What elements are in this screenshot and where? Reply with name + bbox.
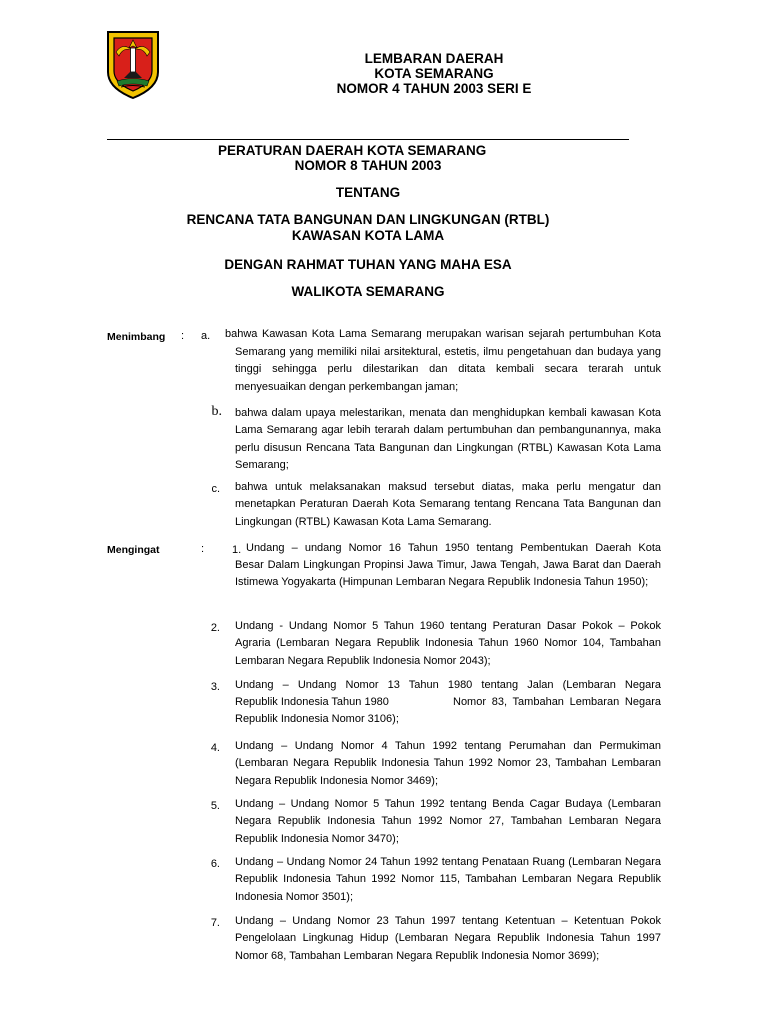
mengingat-label: Mengingat: [107, 544, 160, 556]
mengingat-marker-4: 4.: [210, 742, 220, 754]
tentang-heading: TENTANG: [335, 185, 401, 200]
menimbang-a-first-line: bahwa Kawasan Kota Lama Semarang merupakan warisan sejarah pertumbuhan Kota: [225, 328, 661, 340]
header-divider: [107, 139, 629, 140]
mengingat-7-text: Undang – Undang Nomor 23 Tahun 1997 tentang Ketentuan – Ketentuan Pokok Pengelolaan Lingkunag Hidup (Lembaran Negara Republik Indonesia Tahun 1997 Nomor 68, Tambahan Lembaran Negara Republik Indonesia Nomor 3699);: [235, 915, 661, 962]
subject-line-2: KAWASAN KOTA LAMA: [291, 228, 445, 243]
mengingat-4-text: Undang – Undang Nomor 4 Tahun 1992 tentang Perumahan dan Permukiman (Lembaran Negara Republik Indonesia Tahun 1992 Nomor 23, Tambahan Lembaran Negara Republik Indonesia Nomor 3469);: [235, 740, 661, 787]
mengingat-marker-3: 3.: [210, 681, 220, 693]
mengingat-marker-6: 6.: [210, 858, 220, 870]
menimbang-b-text: bahwa dalam upaya melestarikan, menata dan menghidupkan kembali kawasan Kota Lama Semarang agar lebih terarah dalam pertumbuhan dan pembangunannya, maka perlu disusun Rencana Tata Bangunan dan Lingkungan (RTBL) Kawasan Kota Lama Semarang;: [235, 407, 661, 472]
mengingat-2-text: Undang - Undang Nomor 5 Tahun 1960 tentang Peraturan Dasar Pokok – Pokok Agraria (Lembaran Negara Republik Indonesia Tahun 1960 Nomor 104, Tambahan Lembaran Negara Republik Indonesia Nomor 2043);: [235, 620, 661, 667]
mengingat-3-line-2b: Nomor 83, Tambahan Lembaran Negara: [453, 696, 661, 708]
mengingat-1-text: Besar Dalam Lingkungan Propinsi Jawa Timur, Jawa Tengah, Jawa Barat dan Daerah Istimewa Yogyakarta (Himpunan Lembaran Negara Republik Indonesia Tahun 1950);: [235, 559, 661, 589]
subject-line-1: RENCANA TATA BANGUNAN DAN LINGKUNGAN (RTBL): [186, 212, 550, 227]
walikota-heading: WALIKOTA SEMARANG: [291, 284, 445, 299]
menimbang-colon: :: [181, 330, 185, 342]
mengingat-marker-7: 7.: [210, 917, 220, 929]
regulation-number: NOMOR 8 TAHUN 2003: [294, 158, 442, 173]
kota-semarang-emblem: [104, 28, 162, 100]
mengingat-marker-1: 1.: [232, 544, 242, 556]
menimbang-c-text: bahwa untuk melaksanakan maksud tersebut diatas, maka perlu mengatur dan menetapkan Peraturan Daerah Kota Semarang tentang Rencana Tata Bangunan dan Lingkungan (RTBL) Kawasan Kota Lama Semarang.: [235, 481, 661, 528]
regulation-title: PERATURAN DAERAH KOTA SEMARANG: [218, 143, 487, 158]
header-line-2: KOTA SEMARANG: [374, 66, 494, 81]
menimbang-marker-b: b.: [211, 404, 222, 419]
menimbang-label: Menimbang: [107, 331, 166, 343]
mengingat-3-line-3: Republik Indonesia Nomor 3106);: [235, 713, 399, 725]
header-line-3: NOMOR 4 TAHUN 2003 SERI E: [336, 81, 532, 96]
mengingat-1-first-line: Undang – undang Nomor 16 Tahun 1950 tentang Pembentukan Daerah Kota: [246, 542, 661, 554]
mengingat-marker-2: 2.: [210, 622, 220, 634]
rahmat-line: DENGAN RAHMAT TUHAN YANG MAHA ESA: [224, 257, 512, 272]
mengingat-colon: :: [201, 543, 205, 555]
mengingat-marker-5: 5.: [210, 800, 220, 812]
mengingat-6-text: Undang – Undang Nomor 24 Tahun 1992 tentang Penataan Ruang (Lembaran Negara Republik Indonesia Tahun 1992 Nomor 115, Tambahan Lembaran Negara Republik Indonesia Nomor 3501);: [235, 856, 661, 903]
header-line-1: LEMBARAN DAERAH: [364, 51, 504, 66]
menimbang-a-text: Semarang yang memiliki nilai arsitektural, estetis, ilmu pengetahuan dan budaya yang tinggi sehingga perlu dilestarikan dan ditata kembali secara terarah untuk menyesuaikan dengan perkembangan jaman;: [235, 346, 661, 393]
mengingat-3-line-1: Undang – Undang Nomor 13 Tahun 1980 tentang Jalan (Lembaran Negara: [235, 679, 661, 691]
mengingat-5-text: Undang – Undang Nomor 5 Tahun 1992 tentang Benda Cagar Budaya (Lembaran Negara Republik Indonesia Tahun 1992 Nomor 27, Tambahan Lembaran Negara Republik Indonesia Nomor 3470);: [235, 798, 661, 845]
menimbang-marker-a: a.: [201, 330, 211, 342]
mengingat-3-line-2a: Republik Indonesia Tahun 1980: [235, 696, 389, 708]
menimbang-marker-c: c.: [211, 483, 220, 495]
